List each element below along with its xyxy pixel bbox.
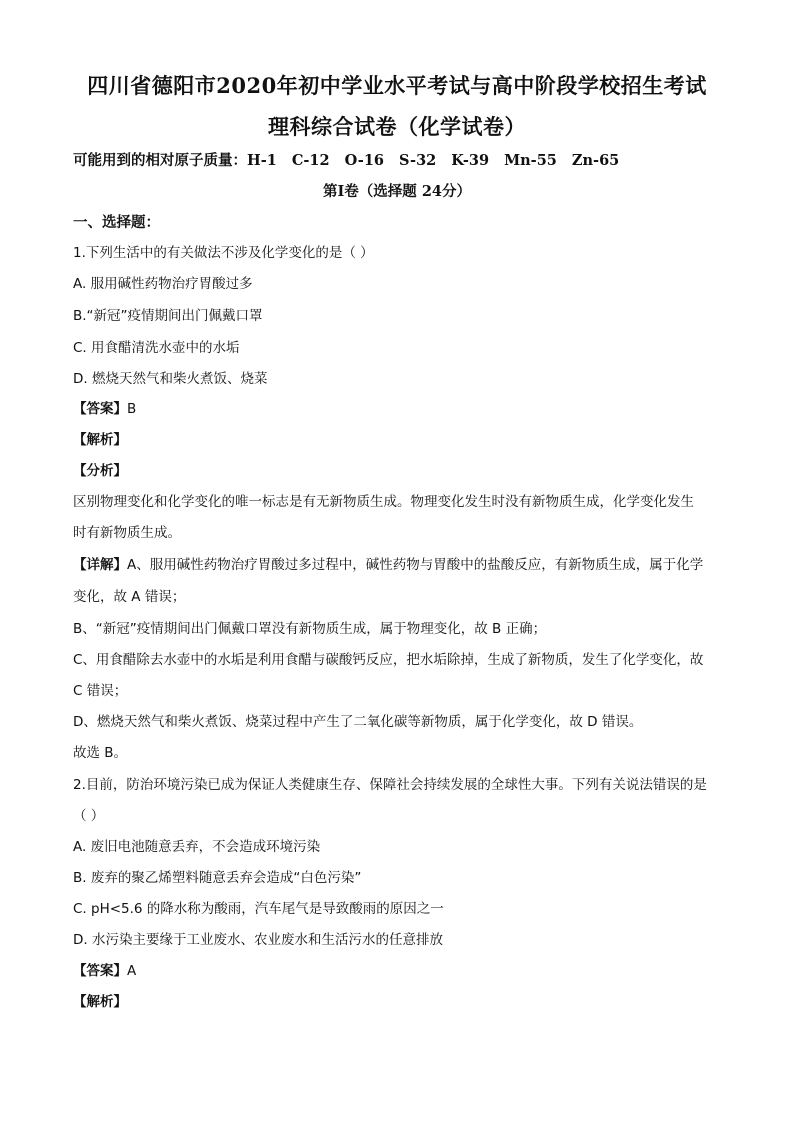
q1-analysis-tag: 【解析】 [73,432,127,448]
exam-subtitle: 理科综合试卷（化学试卷） [268,114,526,139]
q1-detail-d: D、燃烧天然气和柴火煮饭、烧菜过程中产生了二氧化碳等新物质，属于化学变化，故 D 错误。 [73,714,643,730]
q1-option-c: C. 用食醋清洗水壶中的水垢 [73,340,240,356]
q1-detail-tag: 【详解】 [73,557,127,573]
q1-answer-value: B [127,401,137,417]
q1-option-b: B.“新冠”疫情期间出门佩戴口罩 [73,308,263,324]
q1-detail-a1-text: A、服用碱性药物治疗胃酸过多过程中，碱性药物与胃酸中的盐酸反应，有新物质生成，属于化学 [127,557,704,573]
q1-fenxi-line2: 时有新物质生成。 [73,525,181,541]
q1-stem: 1.下列生活中的有关做法不涉及化学变化的是（ ） [73,245,374,261]
q2-option-d: D. 水污染主要缘于工业废水、农业废水和生活污水的任意排放 [73,932,443,948]
q1-fenxi-tag: 【分析】 [73,463,127,479]
q2-answer [73,961,136,981]
q1-detail-a2: 变化，故 A 错误； [73,589,186,605]
section-heading: 一、选择题： [73,214,160,231]
q1-detail-b: B、“新冠”疫情期间出门佩戴口罩没有新物质生成，属于物理变化，故 B 正确； [73,621,547,637]
q1-option-d: D. 燃烧天然气和柴火煮饭、烧菜 [73,371,268,387]
q1-detail-c2: C 错误； [73,683,128,699]
q1-answer-tag: 【答案】 [73,401,127,417]
q2-stem-line2: （ ） [73,808,105,824]
q2-option-c: C. pH<5.6 的降水称为酸雨，汽车尾气是导致酸雨的原因之一 [73,901,444,917]
q2-answer-value: A [127,963,137,979]
q2-option-a: A. 废旧电池随意丢弃，不会造成环境污染 [73,839,321,855]
exam-title: 四川省德阳市2020年初中学业水平考试与高中阶段学校招生考试 [87,73,707,98]
q1-fenxi-line1: 区别物理变化和化学变化的唯一标志是有无新物质生成。物理变化发生时没有新物质生成，化学变化发生 [73,494,694,510]
q2-answer-tag: 【答案】 [73,963,127,979]
q1-conclusion: 故选 B。 [73,745,128,761]
q2-stem-line1: 2.目前，防治环境污染已成为保证人类健康生存、保障社会持续发展的全球性大事。下列有关说法错误的是 [73,777,707,793]
q1-answer [73,399,136,419]
q1-detail-a1 [73,555,703,575]
atomic-mass-line: 可能用到的相对原子质量：H-1 C-12 O-16 S-32 K-39 Mn-55 Zn-65 [73,152,620,169]
volume-heading: 第Ⅰ卷（选择题 24分） [322,183,471,200]
q2-analysis-tag: 【解析】 [73,994,127,1010]
q2-option-b: B. 废弃的聚乙烯塑料随意丢弃会造成“白色污染” [73,870,362,886]
q1-detail-c1: C、用食醋除去水壶中的水垢是利用食醋与碳酸钙反应，把水垢除掉，生成了新物质，发生了化学变化，故 [73,652,704,668]
q1-option-a: A. 服用碱性药物治疗胃酸过多 [73,276,253,292]
